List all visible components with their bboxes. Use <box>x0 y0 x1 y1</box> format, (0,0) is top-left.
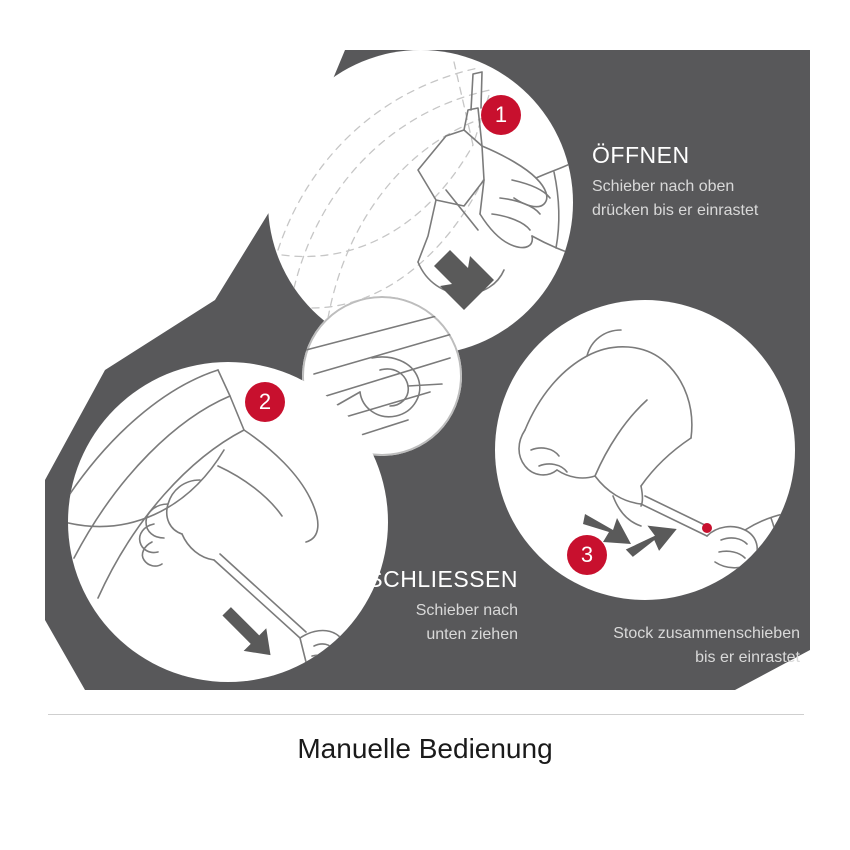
step-1-line-1: Schieber nach oben <box>592 178 735 195</box>
footer-divider <box>48 714 804 715</box>
illustration-step-3 <box>495 300 795 600</box>
step-2-line-1: Schieber nach <box>415 602 518 619</box>
figure-caption: Manuelle Bedienung <box>297 733 553 764</box>
step-3-line-1: Stock zusammenschieben <box>613 625 800 642</box>
step-1-text-block <box>592 142 802 223</box>
step-3-text-block <box>540 622 800 670</box>
step-badge-2: 2 <box>245 382 285 422</box>
step-1-heading: ÖFFNEN <box>592 142 690 168</box>
step-badge-1: 1 <box>481 95 521 135</box>
step-3-line-2: bis er einrastet <box>695 649 800 666</box>
step-1-line-2: drücken bis er einrastet <box>592 202 759 219</box>
step-badge-3: 3 <box>567 535 607 575</box>
step-2-heading: SCHLIESSEN <box>367 566 518 592</box>
step-2-text-block <box>300 566 518 647</box>
step-2-line-2: unten ziehen <box>426 626 518 643</box>
